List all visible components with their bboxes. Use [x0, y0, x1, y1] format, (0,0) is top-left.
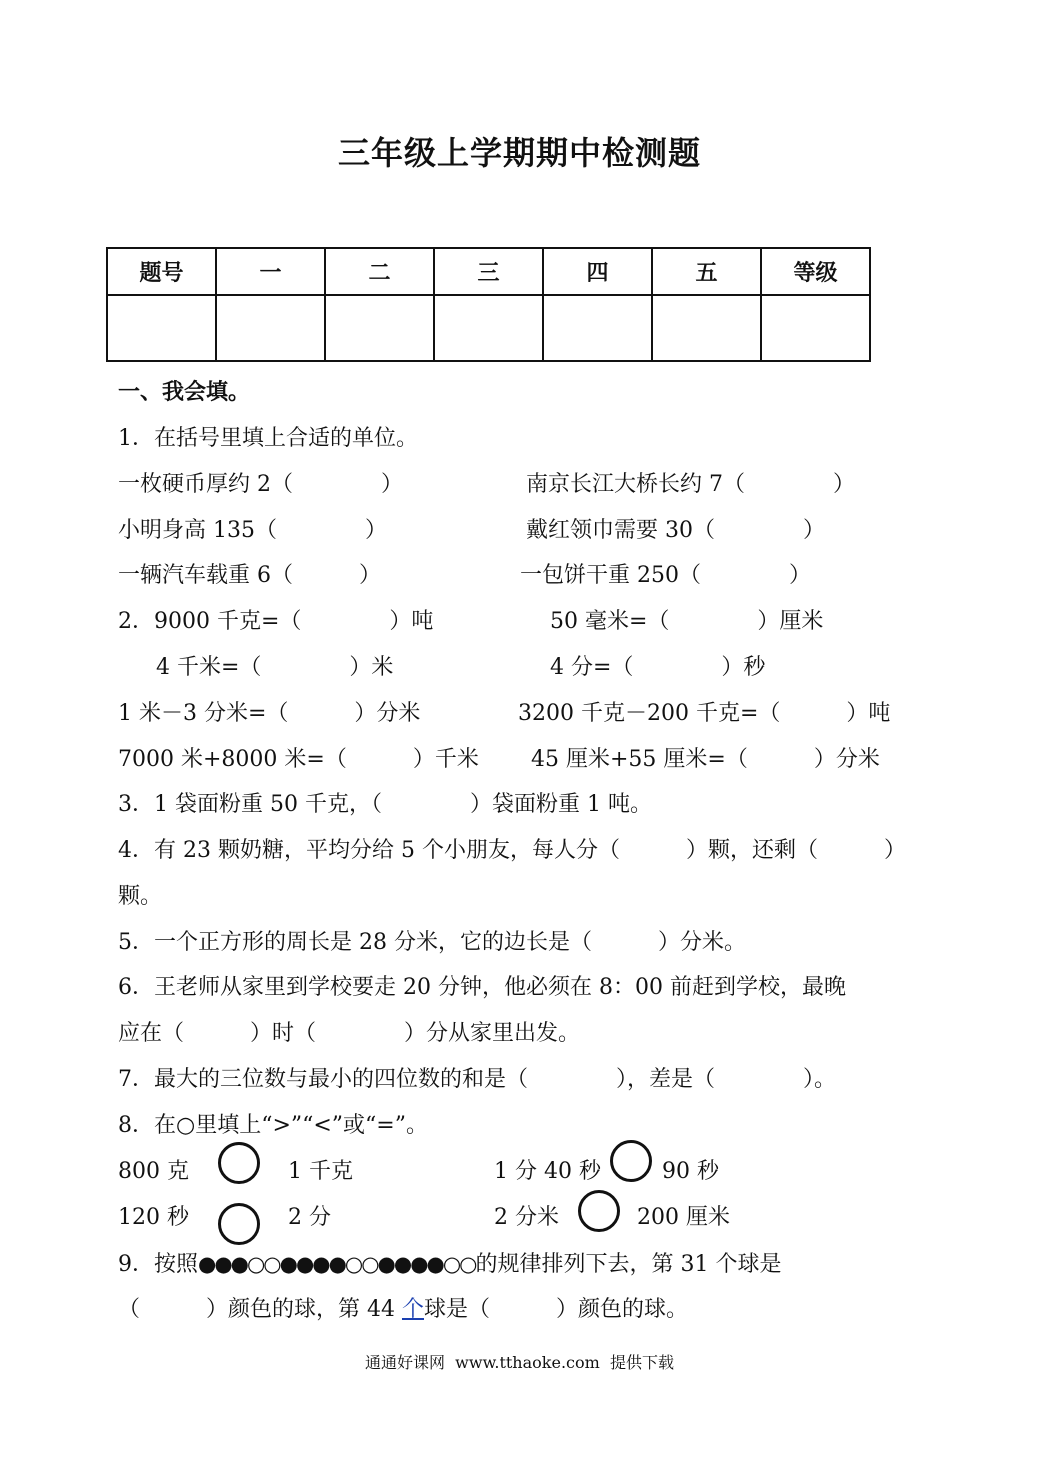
q2-item-e: 1 米－3 分米=（ ）分米 — [118, 701, 421, 726]
q8-row2-mid: 2 分 — [288, 1205, 331, 1230]
section-heading: 一、我会填。 — [118, 380, 251, 405]
q1-item-f: 一包饼干重 250（ ） — [520, 563, 811, 588]
q9-lead: 9．按照 — [118, 1252, 198, 1277]
score-cell[interactable] — [107, 295, 216, 361]
compare-circle[interactable] — [610, 1140, 652, 1182]
q1-item-d: 戴红领巾需要 30（ ） — [526, 518, 825, 543]
q1-item-b: 南京长江大桥长约 7（ ） — [526, 472, 855, 497]
q9-line1 — [118, 1249, 782, 1280]
q3: 3．1 袋面粉重 50 千克，（ ）袋面粉重 1 吨。 — [118, 792, 652, 817]
score-cell[interactable] — [761, 295, 870, 361]
score-header-3: 三 — [434, 248, 543, 295]
q8-row1-next: 1 分 40 秒 — [494, 1159, 601, 1184]
q4-line1: 4．有 23 颗奶糖，平均分给 5 个小朋友，每人分（ ）颗，还剩（ ） — [118, 838, 906, 863]
compare-circle[interactable] — [578, 1190, 620, 1232]
q7: 7．最大的三位数与最小的四位数的和是（ ），差是（ ）。 — [118, 1067, 836, 1092]
score-cell[interactable] — [325, 295, 434, 361]
q9-line2-b: 球是（ ）颜色的球。 — [424, 1297, 689, 1322]
q8-stem: 8．在○里填上“>”“<”或“=”。 — [118, 1113, 428, 1138]
score-cell[interactable] — [652, 295, 761, 361]
q9-line2 — [118, 1295, 688, 1325]
q1-item-e: 一辆汽车载重 6（ ） — [118, 563, 381, 588]
score-cell[interactable] — [543, 295, 652, 361]
q6-line1: 6．王老师从家里到学校要走 20 分钟，他必须在 8：00 前赶到学校，最晚 — [118, 975, 846, 1000]
q2-item-g: 7000 米+8000 米=（ ）千米 — [118, 747, 479, 772]
page-title: 三年级上学期期中检测题 — [337, 134, 701, 172]
q4-line2: 颗。 — [118, 884, 163, 909]
q1-item-a: 一枚硬币厚约 2（ ） — [118, 472, 403, 497]
q1-item-c: 小明身高 135（ ） — [118, 518, 387, 543]
measure-word-link[interactable]: 个 — [401, 1297, 424, 1322]
score-header-5: 五 — [652, 248, 761, 295]
q5: 5．一个正方形的周长是 28 分米，它的边长是（ ）分米。 — [118, 930, 746, 955]
q2-item-b: 50 毫米=（ ）厘米 — [550, 609, 824, 634]
score-header-grade: 等级 — [761, 248, 870, 295]
q8-row1-mid: 1 千克 — [288, 1159, 353, 1184]
q2-item-d: 4 分=（ ）秒 — [550, 655, 766, 680]
q1-stem: 1．在括号里填上合适的单位。 — [118, 426, 418, 451]
score-header-number: 题号 — [107, 248, 216, 295]
score-table — [106, 247, 871, 362]
q2-item-c: 4 千米=（ ）米 — [156, 655, 394, 680]
score-cell[interactable] — [434, 295, 543, 361]
q9-line2-a: （ ）颜色的球，第 44 — [118, 1297, 402, 1322]
q6-line2: 应在（ ）时（ ）分从家里出发。 — [118, 1021, 581, 1046]
ball-pattern: ●●●○○●●●●○○●●●●○○ — [198, 1252, 476, 1276]
q8-row2-right: 200 厘米 — [637, 1205, 730, 1230]
compare-circle[interactable] — [218, 1203, 260, 1245]
q2-item-f: 3200 千克－200 千克=（ ）吨 — [518, 701, 891, 726]
score-header-4: 四 — [543, 248, 652, 295]
q2-item-a: 2．9000 千克=（ ）吨 — [118, 609, 434, 634]
q8-row2-next: 2 分米 — [494, 1205, 559, 1230]
q2-item-h: 45 厘米+55 厘米=（ ）分米 — [531, 747, 880, 772]
score-cell[interactable] — [216, 295, 325, 361]
compare-circle[interactable] — [218, 1142, 260, 1184]
score-header-1: 一 — [216, 248, 325, 295]
q8-row1-left: 800 克 — [118, 1159, 189, 1184]
footer-credit: 通通好课网 www.tthaoke.com 提供下载 — [365, 1353, 674, 1372]
q9-tail: 的规律排列下去，第 31 个球是 — [475, 1252, 782, 1277]
q8-row2-left: 120 秒 — [118, 1205, 189, 1230]
score-header-2: 二 — [325, 248, 434, 295]
q8-row1-right: 90 秒 — [662, 1159, 719, 1184]
